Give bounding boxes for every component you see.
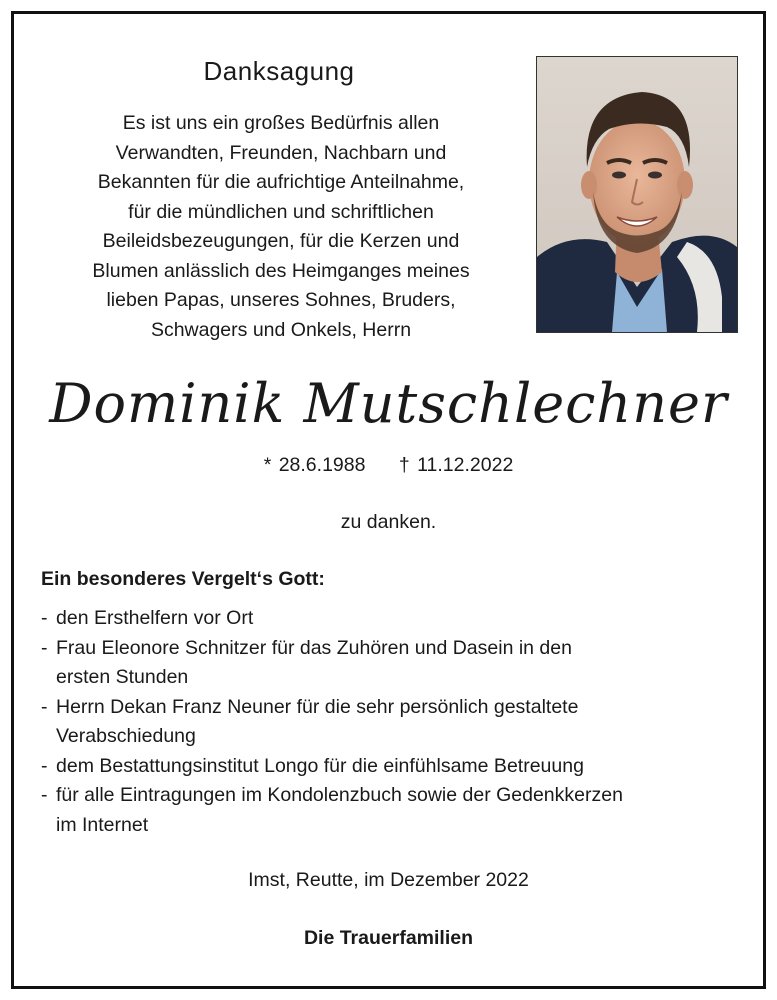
list-item-line: im Internet [56, 813, 149, 836]
deceased-name: Dominik Mutschlechner [49, 372, 728, 435]
portrait-photo [536, 56, 738, 333]
list-item-line: für alle Eintragungen im Kondolenzbuch sowie der Gedenkkerzen [56, 784, 623, 806]
list-item-line: den Ersthelfern vor Ort [56, 607, 254, 629]
list-dash: - [41, 607, 48, 629]
intro-line: für die mündlichen und schriftlichen [128, 200, 434, 223]
signature: Die Trauerfamilien [303, 927, 474, 949]
list-item-line: Herrn Dekan Franz Neuner für die sehr persönlich gestaltete [56, 695, 579, 718]
special-thanks-heading: Ein besonderes Vergelt‘s Gott: [41, 568, 325, 590]
death-date: † 11.12.2022 [398, 454, 514, 476]
list-dash: - [41, 695, 48, 718]
intro-line: Blumen anlässlich des Heimganges meines [92, 259, 470, 282]
list-item [41, 781, 741, 840]
list-dash: - [41, 784, 48, 806]
intro-line: lieben Papas, unseres Sohnes, Bruders, [106, 289, 456, 311]
list-item-line: Frau Eleonore Schnitzer für das Zuhören und Dasein in den [56, 636, 572, 659]
life-dates [14, 454, 763, 477]
list-item-line: Verabschiedung [56, 725, 196, 747]
intro-line: Bekannten für die aufrichtige Anteilnahme, [97, 171, 465, 193]
closing-thanks: zu danken. [340, 511, 437, 533]
list-item [41, 604, 741, 634]
list-item-line: ersten Stunden [56, 666, 189, 688]
list-item [41, 693, 741, 752]
list-item [41, 752, 741, 782]
notice-frame [11, 11, 766, 989]
list-dash: - [41, 636, 48, 659]
intro-text [46, 109, 516, 345]
list-dash: - [41, 754, 48, 777]
intro-line: Es ist uns ein großes Bedürfnis allen [122, 112, 440, 134]
list-item [41, 634, 741, 693]
notice-heading: Danksagung [203, 56, 355, 86]
intro-line: Verwandten, Freunden, Nachbarn und [115, 141, 447, 164]
place-date: Imst, Reutte, im Dezember 2022 [248, 869, 529, 891]
special-thanks-list [41, 604, 741, 840]
birth-date: * 28.6.1988 [263, 454, 366, 476]
intro-line: Beileidsbezeugungen, für die Kerzen und [102, 230, 460, 252]
list-item-line: dem Bestattungsinstitut Longo für die einfühlsame Betreuung [56, 754, 584, 777]
intro-line: Schwagers und Onkels, Herrn [150, 318, 412, 341]
